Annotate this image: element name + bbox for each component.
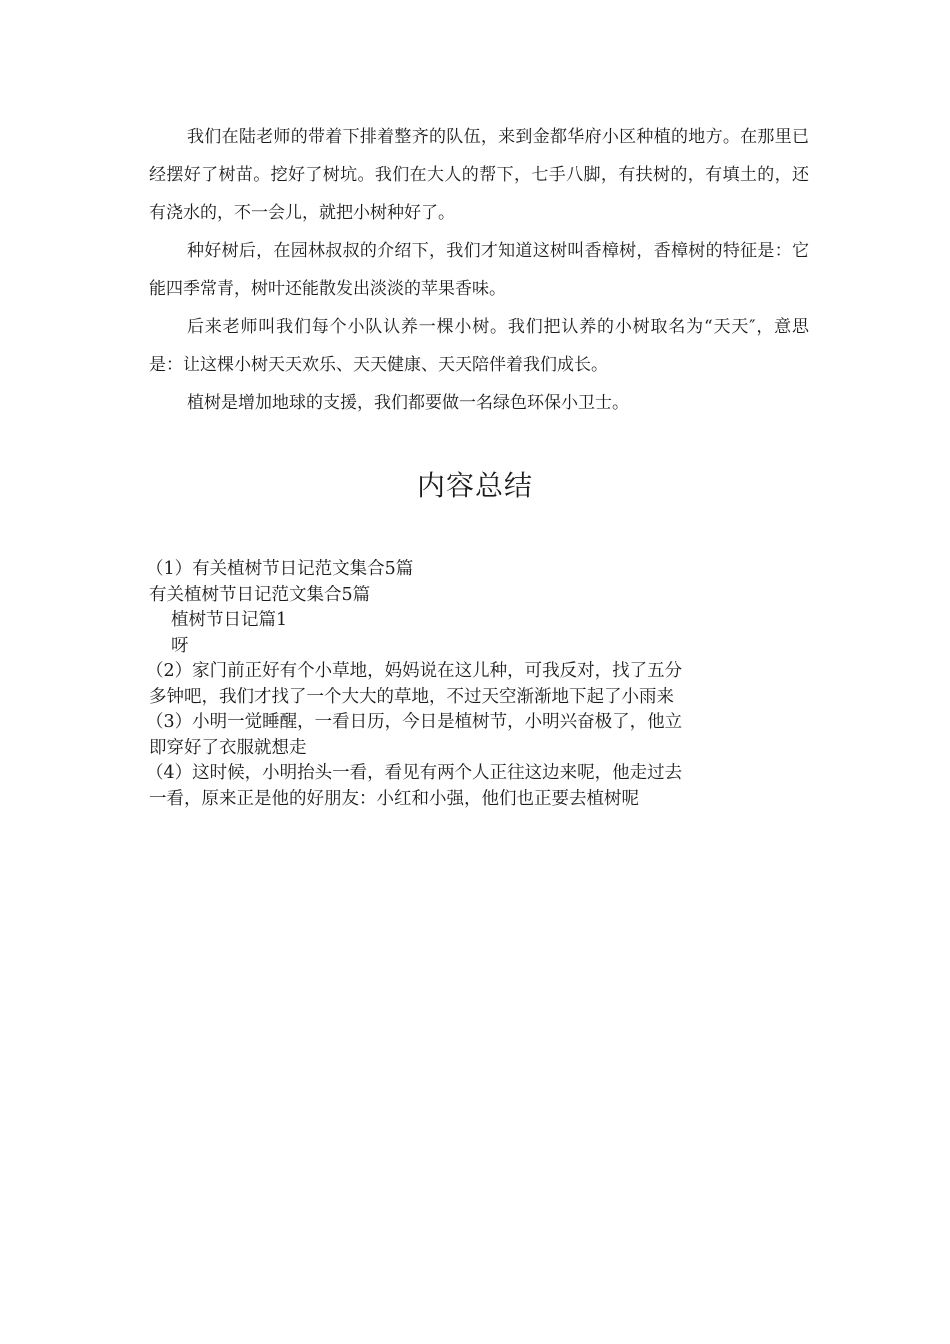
summary-item-2-line-2: 多钟吧，我们才找了一个大大的草地，不过天空渐渐地下起了小雨来 [149,686,674,707]
summary-title: 内容总结 [416,469,533,502]
paragraph-planting: 我们在陆老师的带着下排着整齐的队伍，来到金都华府小区种植的地方。在那里已经摆好了树苗。挖好了树坑。我们在大人的帮下，七手八脚，有扶树的，有填土的，还有浇水的，不一会儿，就把小树种好了。 [149,127,809,223]
summary-item-1-line-2: 有关植树节日记范文集合5篇 [149,584,371,605]
summary-item-4 [146,761,799,812]
summary-item-3 [146,710,799,761]
summary-item-1-line-1: （1）有关植树节日记范文集合5篇 [146,559,414,579]
summary-item-3-line-1: （3）小明一觉睡醒，一看日历，今日是植树节，小明兴奋极了，他立 [146,712,683,732]
paragraph-camphor-tree: 种好树后，在园林叔叔的介绍下，我们才知道这树叫香樟树，香樟树的特征是：它能四季常青，树叶还能散发出淡淡的苹果香味。 [149,241,809,299]
body-text [149,118,809,422]
summary-item-4-line-2: 一看，原来正是他的好朋友：小红和小强，他们也正要去植树呢 [149,788,639,809]
summary-item-2 [146,659,799,710]
summary-list [146,557,799,812]
summary-item-1-line-4: 呀 [171,635,189,656]
summary-item-1-line-3: 植树节日记篇1 [171,610,288,630]
paragraph-conclusion: 植树是增加地球的支援，我们都要做一名绿色环保小卫士。 [187,393,629,413]
summary-item-4-line-1: （4）这时候，小明抬头一看，看见有两个人正往这边来呢，他走过去 [146,763,683,783]
summary-item-1 [146,557,799,659]
summary-item-3-line-2: 即穿好了衣服就想走 [149,737,307,758]
summary-item-2-line-1: （2）家门前正好有个小草地，妈妈说在这儿种，可我反对，找了五分 [146,661,683,681]
paragraph-adopt-tree: 后来老师叫我们每个小队认养一棵小树。我们把认养的小树取名为“天天″，意思是：让这棵小树天天欢乐、天天健康、天天陪伴着我们成长。 [149,317,809,375]
